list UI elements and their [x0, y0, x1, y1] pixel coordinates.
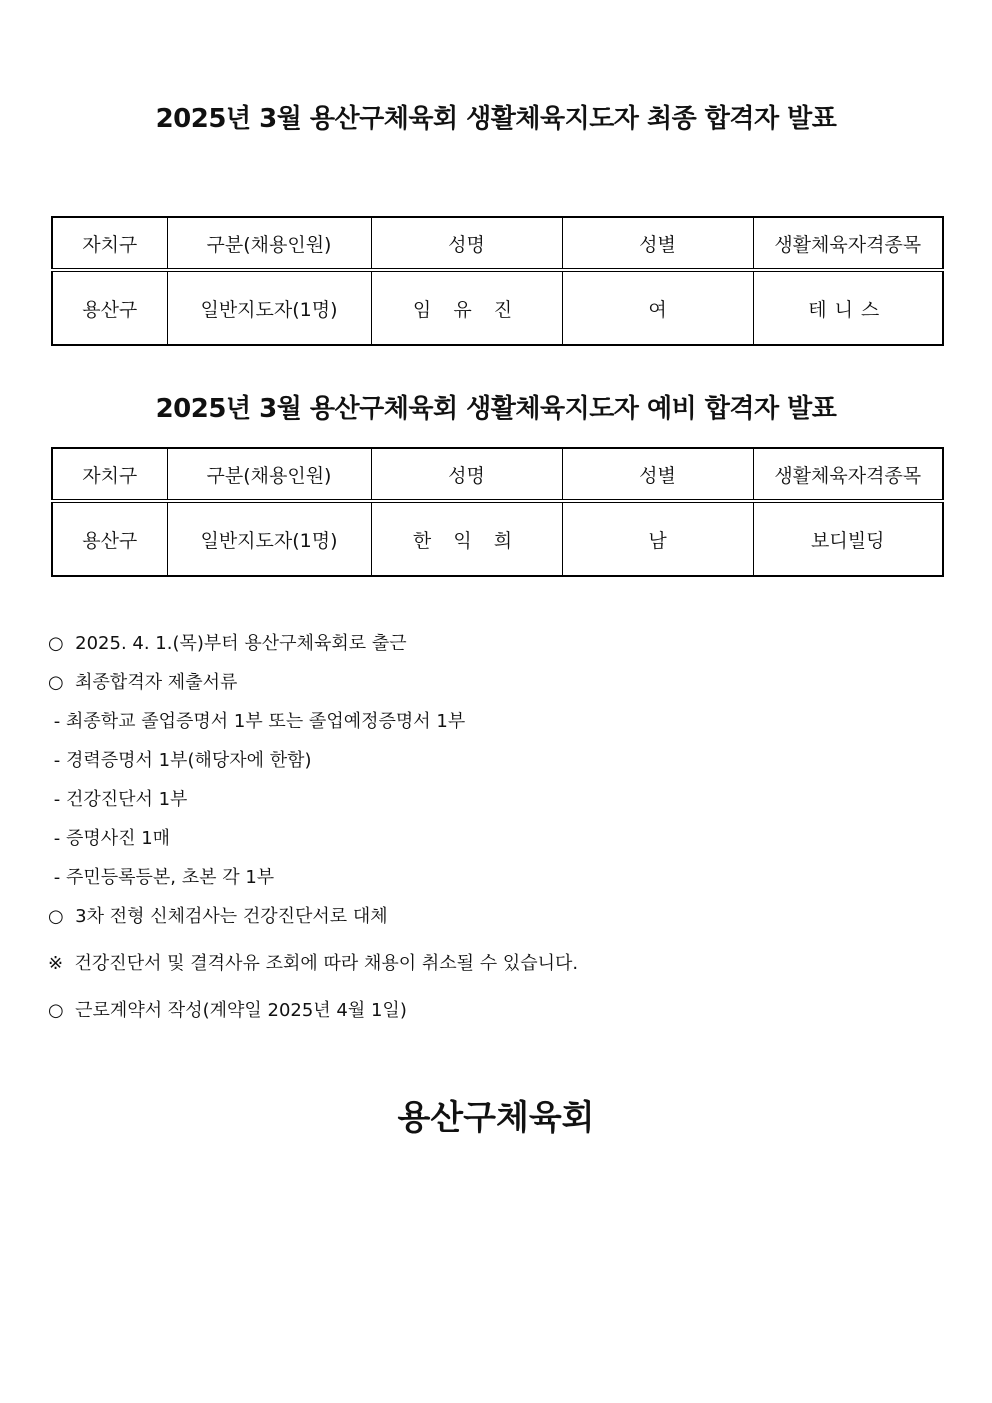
header-category: 구분(채용인원)	[167, 448, 371, 501]
header-category: 구분(채용인원)	[167, 217, 371, 270]
cell-name: 임 유 진	[371, 270, 562, 345]
header-name: 성명	[371, 217, 562, 270]
reserve-results-title: 2025년 3월 용산구체육회 생활체육지도자 예비 합격자 발표	[155, 394, 837, 424]
table-header-row	[52, 217, 943, 270]
notice-document-item: - 주민등록등본, 초본 각 1부	[48, 867, 275, 888]
notice-document-item: - 경력증명서 1부(해당자에 한함)	[48, 750, 312, 771]
table-row	[52, 270, 943, 345]
table-row	[52, 501, 943, 576]
header-gender: 성별	[562, 448, 753, 501]
cell-qualification: 테니스	[753, 270, 943, 345]
final-results-title: 2025년 3월 용산구체육회 생활체육지도자 최종 합격자 발표	[155, 104, 837, 134]
notice-list	[48, 624, 948, 1030]
header-name: 성명	[371, 448, 562, 501]
cell-category: 일반지도자(1명)	[167, 501, 371, 576]
header-gender: 성별	[562, 217, 753, 270]
cell-category: 일반지도자(1명)	[167, 270, 371, 345]
cell-qualification: 보디빌딩	[753, 501, 943, 576]
organization-signature: 용산구체육회	[397, 1098, 595, 1138]
cell-name: 한 익 희	[371, 501, 562, 576]
notice-document-item: - 건강진단서 1부	[48, 789, 188, 810]
notice-document-item: - 최종학교 졸업증명서 1부 또는 졸업예정증명서 1부	[48, 711, 466, 732]
cell-gender: 남	[562, 501, 753, 576]
notice-cancellation-warning: ※ 건강진단서 및 결격사유 조회에 따라 채용이 취소될 수 있습니다.	[48, 953, 579, 974]
final-results-table	[51, 216, 944, 346]
notice-contract: ○ 근로계약서 작성(계약일 2025년 4월 1일)	[48, 1000, 407, 1021]
header-qualification: 생활체육자격종목	[753, 448, 943, 501]
reserve-results-table	[51, 447, 944, 577]
table-header-row	[52, 448, 943, 501]
cell-district: 용산구	[52, 270, 167, 345]
notice-documents-heading: ○ 최종합격자 제출서류	[48, 672, 238, 693]
notice-start-date: ○ 2025. 4. 1.(목)부터 용산구체육회로 출근	[48, 633, 407, 654]
header-district: 자치구	[52, 217, 167, 270]
notice-document-item: - 증명사진 1매	[48, 828, 171, 849]
header-qualification: 생활체육자격종목	[753, 217, 943, 270]
cell-gender: 여	[562, 270, 753, 345]
notice-physical-exam: ○ 3차 전형 신체검사는 건강진단서로 대체	[48, 906, 388, 927]
cell-district: 용산구	[52, 501, 167, 576]
header-district: 자치구	[52, 448, 167, 501]
